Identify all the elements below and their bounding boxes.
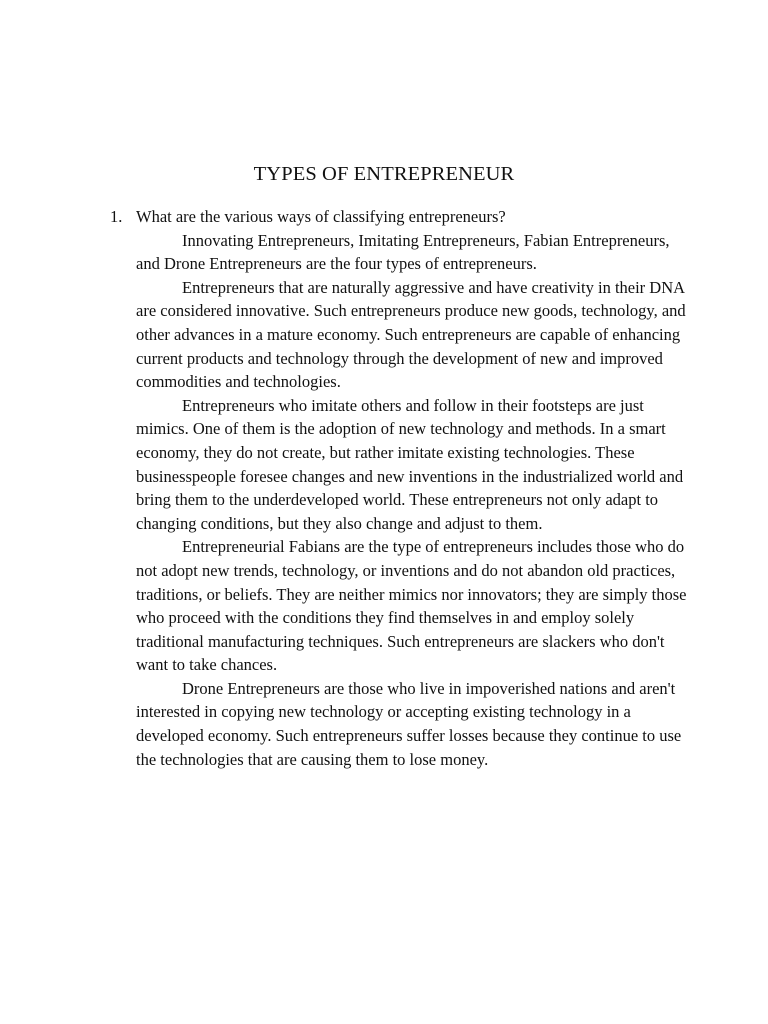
paragraph-drone: Drone Entrepreneurs are those who live in impoverished nations and aren't interested in copying new technology or accepting existing technology in a developed economy. Such entrepreneurs suffer losses because they continue to use the technologies that are causing them to lose money.: [136, 678, 682, 769]
list-item-content: [136, 205, 688, 771]
paragraph-innovating: Entrepreneurs that are naturally aggressive and have creativity in their DNA are considered innovative. Such entrepreneurs produce new goods, technology, and other advances in a mature economy. Such entrepreneurs are capable of enhancing current products and technology through the development of new and improved commodities and technologies.: [136, 277, 686, 392]
paragraph-imitating: Entrepreneurs who imitate others and follow in their footsteps are just mimics. One of them is the adoption of new technology and methods. In a smart economy, they do not create, but rather imitate existing technologies. These businesspeople foresee changes and new inventions in the industrialized world and bring them to the underdeveloped world. These entrepreneurs not only adapt to changing conditions, but they also change and adjust to them.: [136, 395, 684, 533]
paragraph-types-overview: Innovating Entrepreneurs, Imitating Entrepreneurs, Fabian Entrepreneurs, and Drone Entrepreneurs are the four types of entrepreneurs.: [136, 230, 670, 274]
paragraph-fabian: Entrepreneurial Fabians are the type of entrepreneurs includes those who do not adopt new trends, technology, or inventions and do not abandon old practices, traditions, or beliefs. They are neither mimics nor innovators; they are simply those who proceed with the conditions they find themselves in and employ solely traditional manufacturing techniques. Such entrepreneurs are slackers who don't want to take chances.: [136, 537, 687, 675]
question-text: What are the various ways of classifying entrepreneurs?: [136, 207, 506, 226]
document-title: TYPES OF ENTREPRENEUR: [253, 163, 515, 185]
list-number: 1.: [110, 207, 123, 226]
